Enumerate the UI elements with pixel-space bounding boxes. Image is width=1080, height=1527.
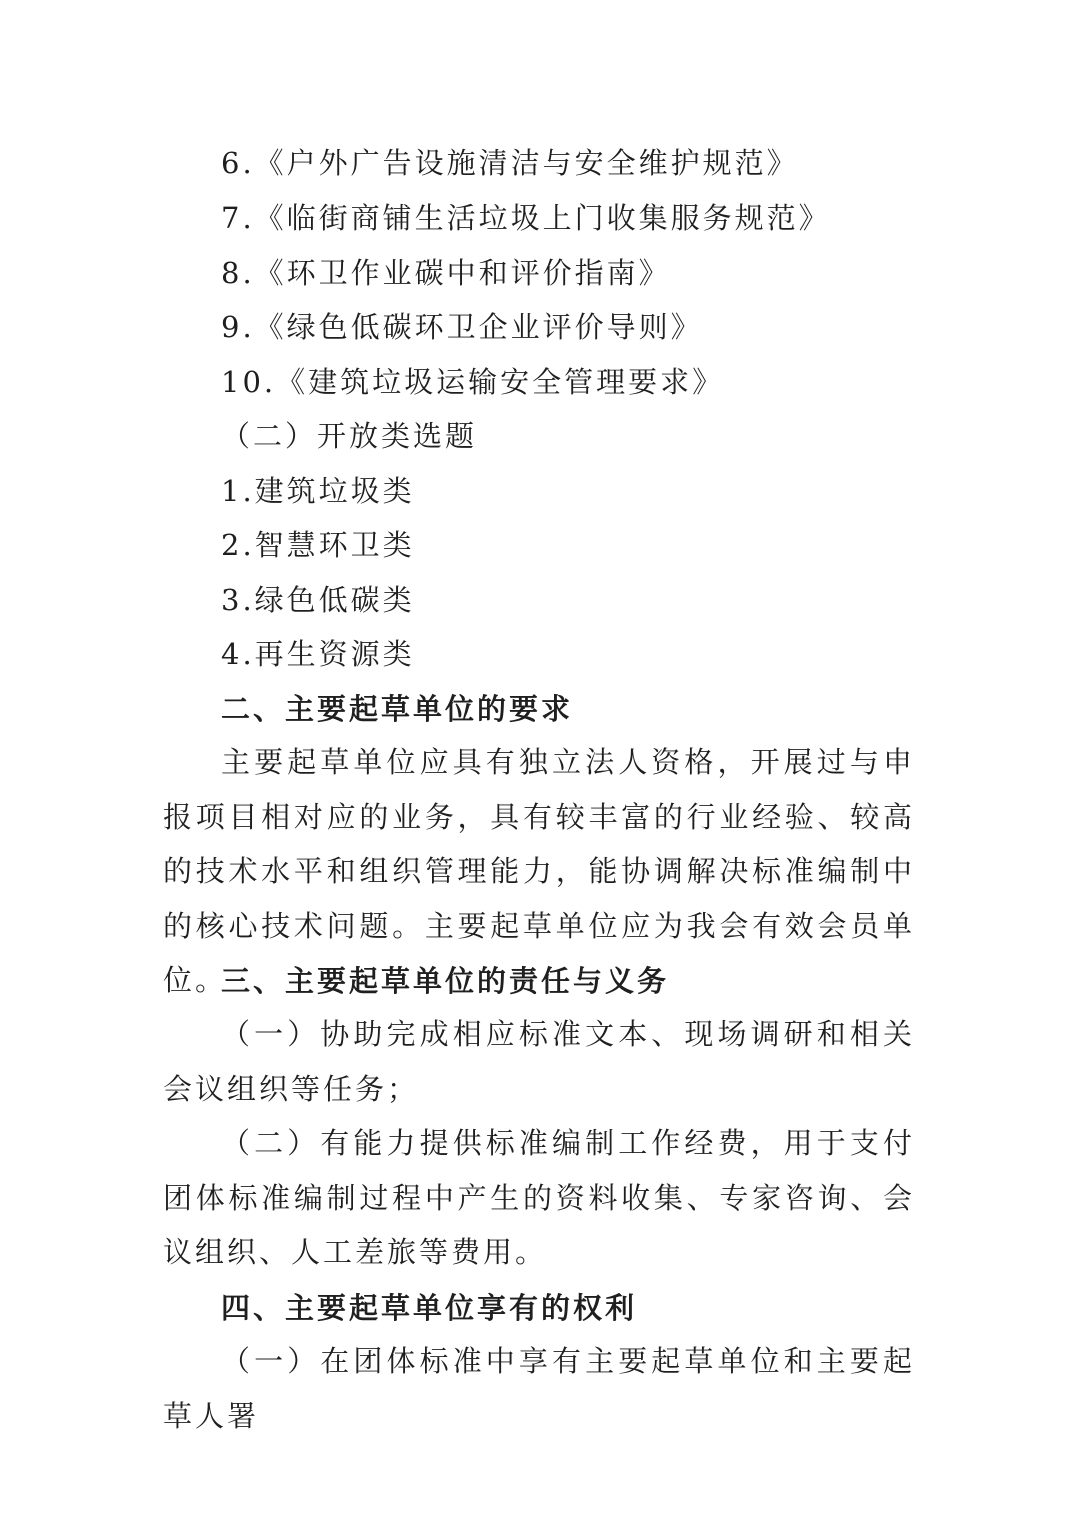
open-topic-item: 3.绿色低碳类: [221, 583, 415, 617]
section3-item1: （一）协助完成相应标准文本、现场调研和相关会议组织等任务；: [163, 1017, 915, 1106]
list-item-10: 10.《建筑垃圾运输安全管理要求》: [221, 365, 725, 399]
section4-heading: 四、主要起草单位享有的权利: [221, 1291, 638, 1325]
list-item-6: 6.《户外广告设施清洁与安全维护规范》: [221, 146, 799, 180]
open-topic-item: 4.再生资源类: [221, 637, 415, 671]
section3-heading: 三、主要起草单位的责任与义务: [221, 964, 670, 998]
list-item-7: 7.《临街商铺生活垃圾上门收集服务规范》: [221, 201, 831, 235]
section4-item1: （一）在团体标准中享有主要起草单位和主要起草人署: [163, 1344, 915, 1433]
section2-heading: 二、主要起草单位的要求: [221, 692, 574, 726]
list-item-8: 8.《环卫作业碳中和评价指南》: [221, 256, 671, 290]
open-topic-item: 2.智慧环卫类: [221, 528, 415, 562]
section3-item2: （二）有能力提供标准编制工作经费，用于支付团体标准编制过程中产生的资料收集、专家咨询、会议组织、人工差旅等费用。: [163, 1126, 915, 1269]
open-topics-title: （二）开放类选题: [221, 419, 478, 453]
section2-paragraph: 主要起草单位应具有独立法人资格，开展过与申报项目相对应的业务，具有较丰富的行业经验、较高的技术水平和组织管理能力，能协调解决标准编制中的核心技术问题。主要起草单位应为我会有效会员单位。: [163, 745, 915, 997]
list-item-9: 9.《绿色低碳环卫企业评价导则》: [221, 310, 703, 344]
open-topic-item: 1.建筑垃圾类: [221, 474, 415, 508]
